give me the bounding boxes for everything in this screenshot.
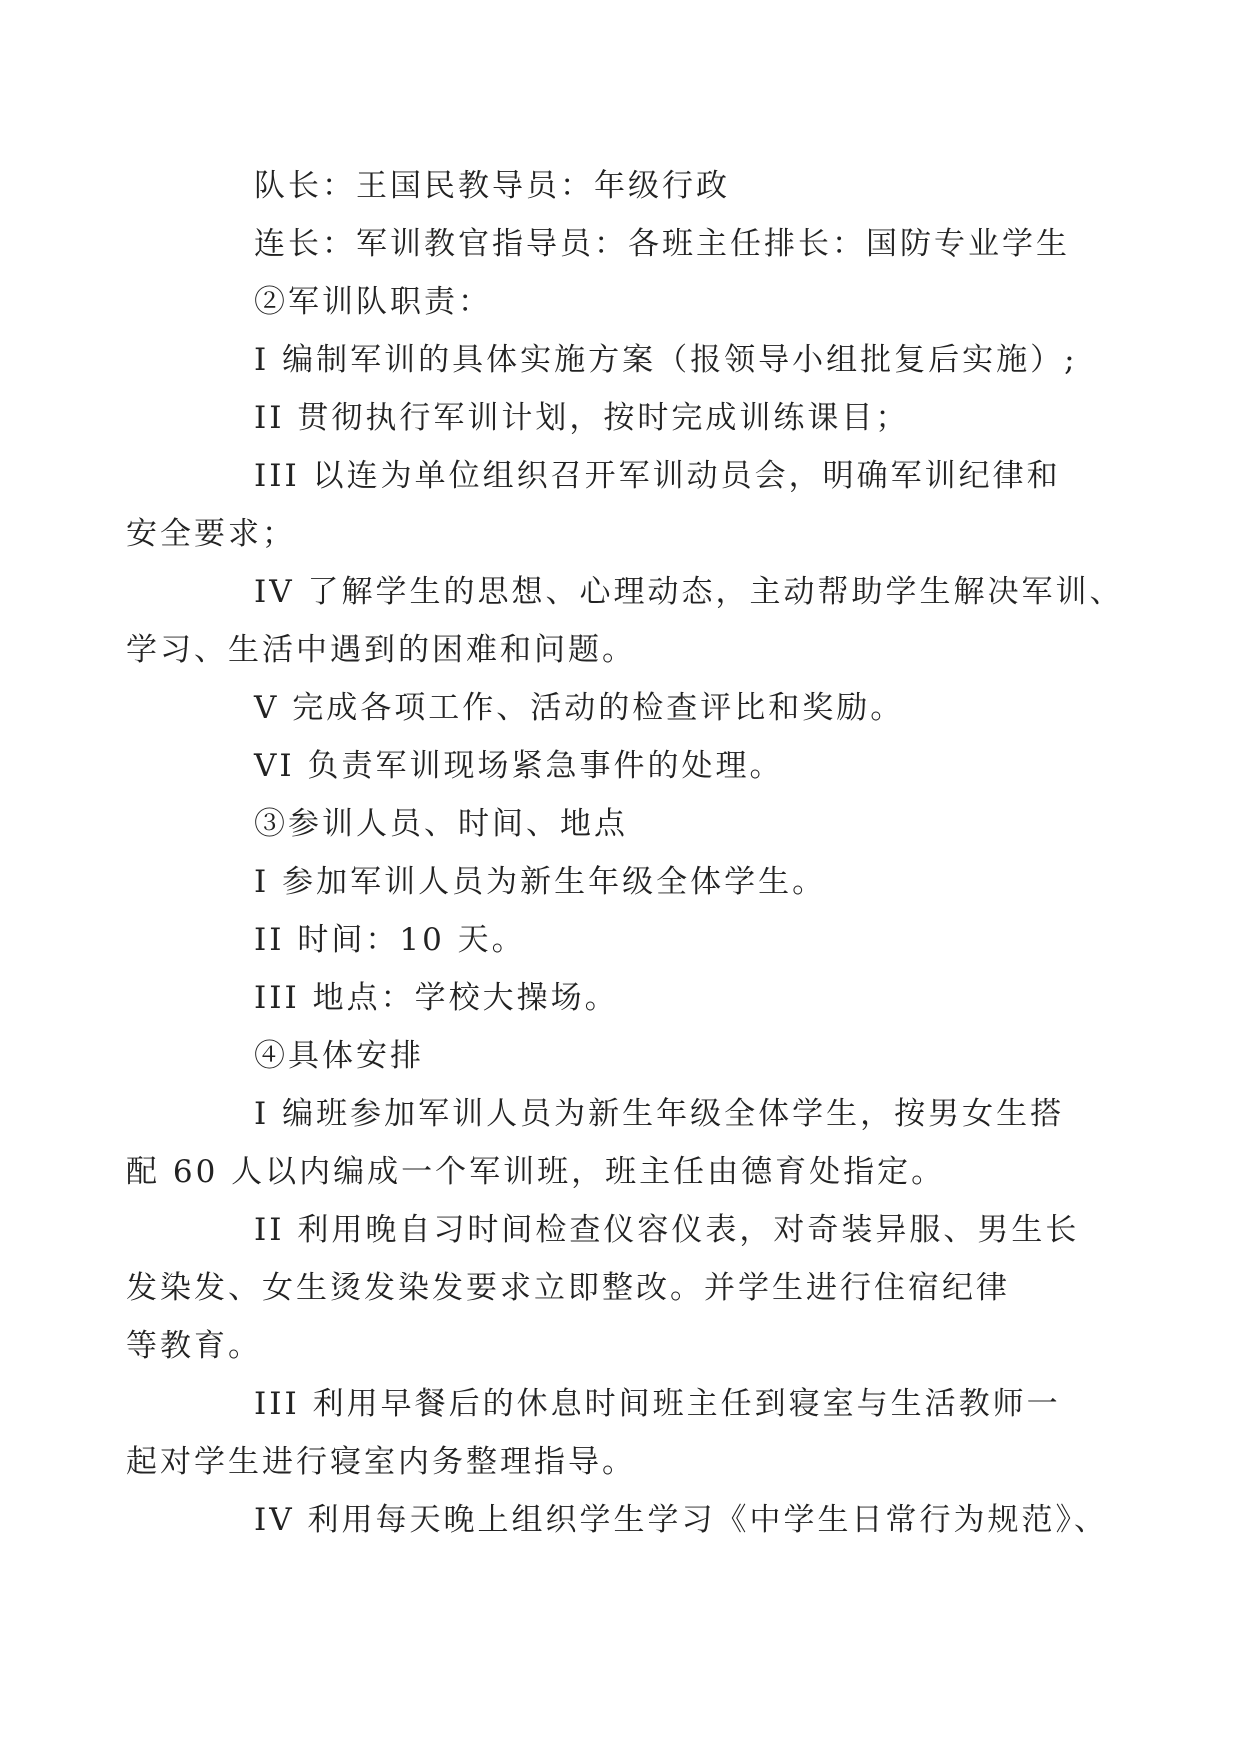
text-line: I 编班参加军训人员为新生年级全体学生，按男女生搭 — [254, 1096, 1065, 1132]
paragraph-arrangement-1 — [126, 1085, 1065, 1201]
document-body — [126, 157, 1124, 1549]
text-line: 学习、生活中遇到的困难和问题。 — [126, 632, 636, 668]
paragraph-duty-2 — [190, 389, 1060, 447]
paragraph-captain — [190, 157, 1060, 215]
text-line: V 完成各项工作、活动的检查评比和奖励。 — [254, 690, 905, 726]
text-line: 安全要求； — [126, 516, 296, 552]
text-line: VI 负责军训现场紧急事件的处理。 — [254, 748, 784, 784]
text-line: III 以连为单位组织召开军训动员会，明确军训纪律和 — [254, 458, 1061, 494]
text-line: 连长：军训教官指导员：各班主任排长：国防专业学生 — [254, 226, 1070, 262]
text-line: III 利用早餐后的休息时间班主任到寝室与生活教师一 — [254, 1386, 1061, 1422]
heading-participants — [190, 795, 1060, 853]
heading-team-duties — [190, 273, 1060, 331]
paragraph-arrangement-3 — [126, 1375, 1061, 1491]
text-line: ③参训人员、时间、地点 — [254, 806, 628, 842]
paragraph-company-leader — [190, 215, 1070, 273]
paragraph-arrangement-4 — [190, 1491, 1108, 1549]
text-line: III 地点：学校大操场。 — [254, 980, 619, 1016]
paragraph-duty-5 — [190, 679, 1060, 737]
text-line: ②军训队职责： — [254, 284, 492, 320]
text-line: I 参加军训人员为新生年级全体学生。 — [254, 864, 827, 900]
text-line: 起对学生进行寝室内务整理指导。 — [126, 1444, 636, 1480]
paragraph-time — [190, 911, 1060, 969]
text-line: II 时间：10 天。 — [254, 922, 526, 958]
text-line: 等教育。 — [126, 1328, 262, 1364]
text-line: II 贯彻执行军训计划，按时完成训练课目； — [254, 400, 910, 436]
text-line: IV 利用每天晚上组织学生学习《中学生日常行为规范》、 — [254, 1502, 1108, 1538]
text-line: IV 了解学生的思想、心理动态，主动帮助学生解决军训、 — [254, 574, 1124, 610]
heading-arrangements — [190, 1027, 1060, 1085]
paragraph-location — [190, 969, 1060, 1027]
text-line: I 编制军训的具体实施方案（报领导小组批复后实施）; — [254, 342, 1078, 378]
paragraph-duty-4 — [126, 563, 1124, 679]
paragraph-duty-3 — [126, 447, 1061, 563]
paragraph-participants — [190, 853, 1060, 911]
paragraph-duty-1 — [190, 331, 1078, 389]
paragraph-duty-6 — [190, 737, 1060, 795]
text-line: 队长：王国民教导员：年级行政 — [254, 168, 730, 204]
text-line: II 利用晚自习时间检查仪容仪表，对奇装异服、男生长 — [254, 1212, 1080, 1248]
text-line: 配 60 人以内编成一个军训班，班主任由德育处指定。 — [126, 1154, 946, 1190]
text-line: 发染发、女生烫发染发要求立即整改。并学生进行住宿纪律 — [126, 1270, 1010, 1306]
paragraph-arrangement-2 — [126, 1201, 1080, 1375]
text-line: ④具体安排 — [254, 1038, 424, 1074]
